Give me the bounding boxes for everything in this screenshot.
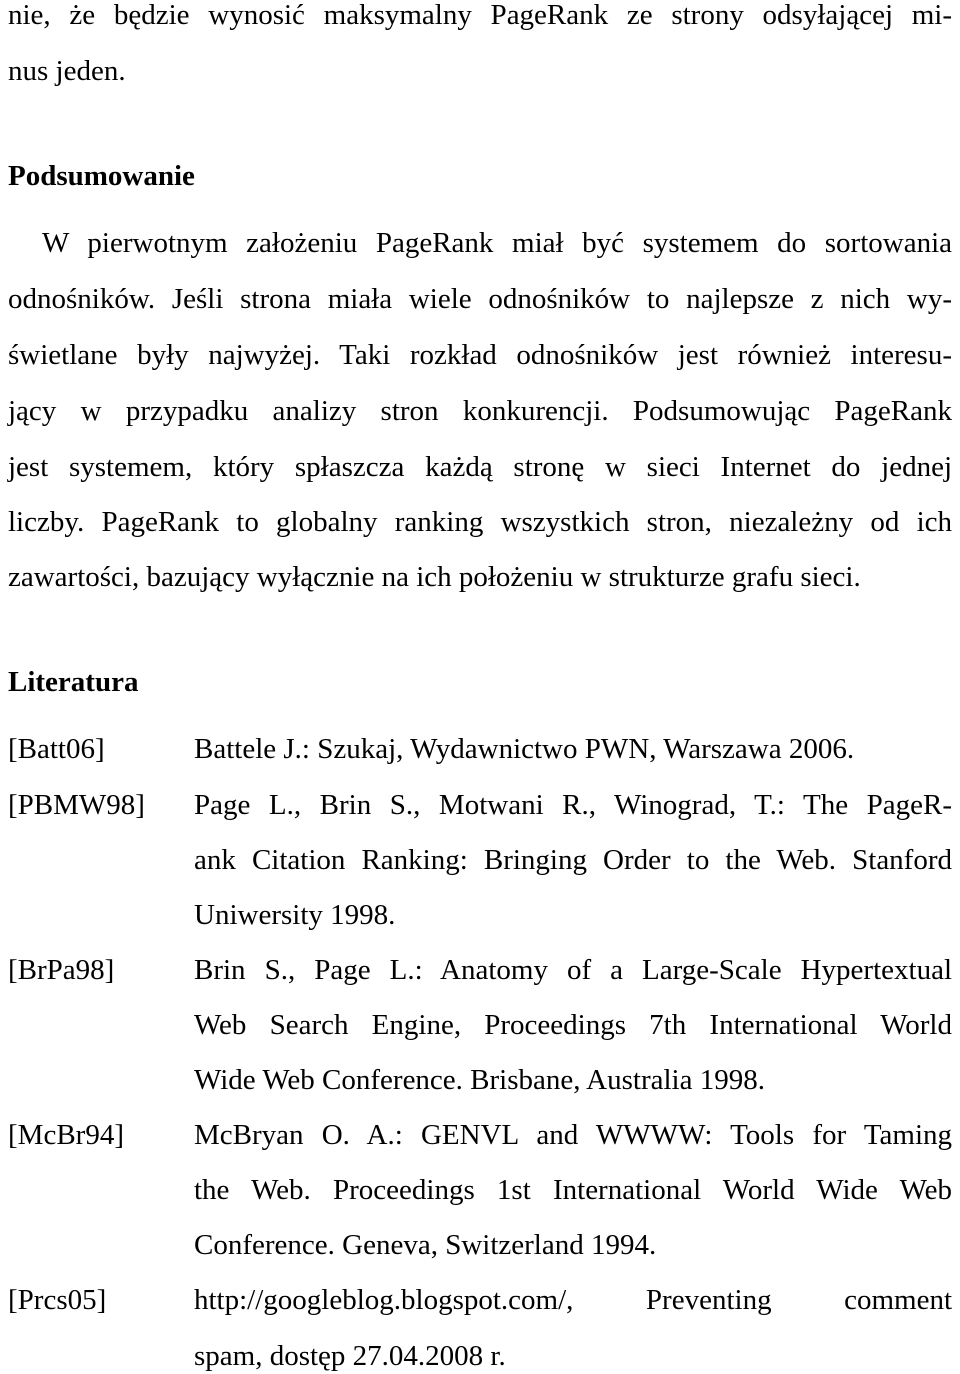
reference-key-brpa98: [BrPa98] — [8, 954, 115, 986]
summary-line-3: świetlane były najwyżej. Taki rozkład odnośników jest również interesu- — [8, 339, 952, 371]
reference-text-line: Brin S., Page L.: Anatomy of a Large-Scale Hypertextual — [194, 954, 952, 986]
reference-text-line: Page L., Brin S., Motwani R., Winograd, T.: The PageR- — [194, 789, 952, 821]
intro-line-1: nie, że będzie wynosić maksymalny PageRank ze strony odsyłającej mi- — [8, 0, 952, 31]
reference-text-line: the Web. Proceedings 1st International World Wide Web — [194, 1174, 952, 1206]
reference-text-line: spam, dostęp 27.04.2008 r. — [194, 1340, 506, 1372]
reference-key-prcs05: [Prcs05] — [8, 1284, 107, 1316]
summary-line-2: odnośników. Jeśli strona miała wiele odnośników to najlepsze z nich wy- — [8, 283, 952, 315]
section-heading-summary: Podsumowanie — [8, 160, 195, 192]
reference-key-mcbr94: [McBr94] — [8, 1119, 124, 1151]
reference-text-line: http://googleblog.blogspot.com/, Preventing comment — [194, 1284, 952, 1316]
summary-line-4: jący w przypadku analizy stron konkurencji. Podsumowując PageRank — [8, 395, 952, 427]
reference-text-line: Conference. Geneva, Switzerland 1994. — [194, 1229, 657, 1261]
summary-line-1: W pierwotnym założeniu PageRank miał być systemem do sortowania — [42, 227, 952, 259]
reference-text-line: Uniwersity 1998. — [194, 899, 396, 931]
reference-text-line: ank Citation Ranking: Bringing Order to the Web. Stanford — [194, 844, 952, 876]
intro-line-2: nus jeden. — [8, 55, 126, 87]
reference-text-line: Wide Web Conference. Brisbane, Australia 1998. — [194, 1064, 765, 1096]
reference-text-line: Web Search Engine, Proceedings 7th International World — [194, 1009, 952, 1041]
reference-text-line: McBryan O. A.: GENVL and WWWW: Tools for Taming — [194, 1119, 952, 1151]
summary-line-7: zawartości, bazujący wyłącznie na ich położeniu w strukturze grafu sieci. — [8, 561, 861, 593]
summary-line-5: jest systemem, który spłaszcza każdą stronę w sieci Internet do jednej — [8, 451, 952, 483]
summary-line-6: liczby. PageRank to globalny ranking wszystkich stron, niezależny od ich — [8, 506, 952, 538]
reference-key-pbmw98: [PBMW98] — [8, 789, 145, 821]
reference-key-batt06: [Batt06] — [8, 733, 105, 765]
reference-text-line: Battele J.: Szukaj, Wydawnictwo PWN, Warszawa 2006. — [194, 733, 855, 765]
section-heading-bibliography: Literatura — [8, 666, 139, 698]
